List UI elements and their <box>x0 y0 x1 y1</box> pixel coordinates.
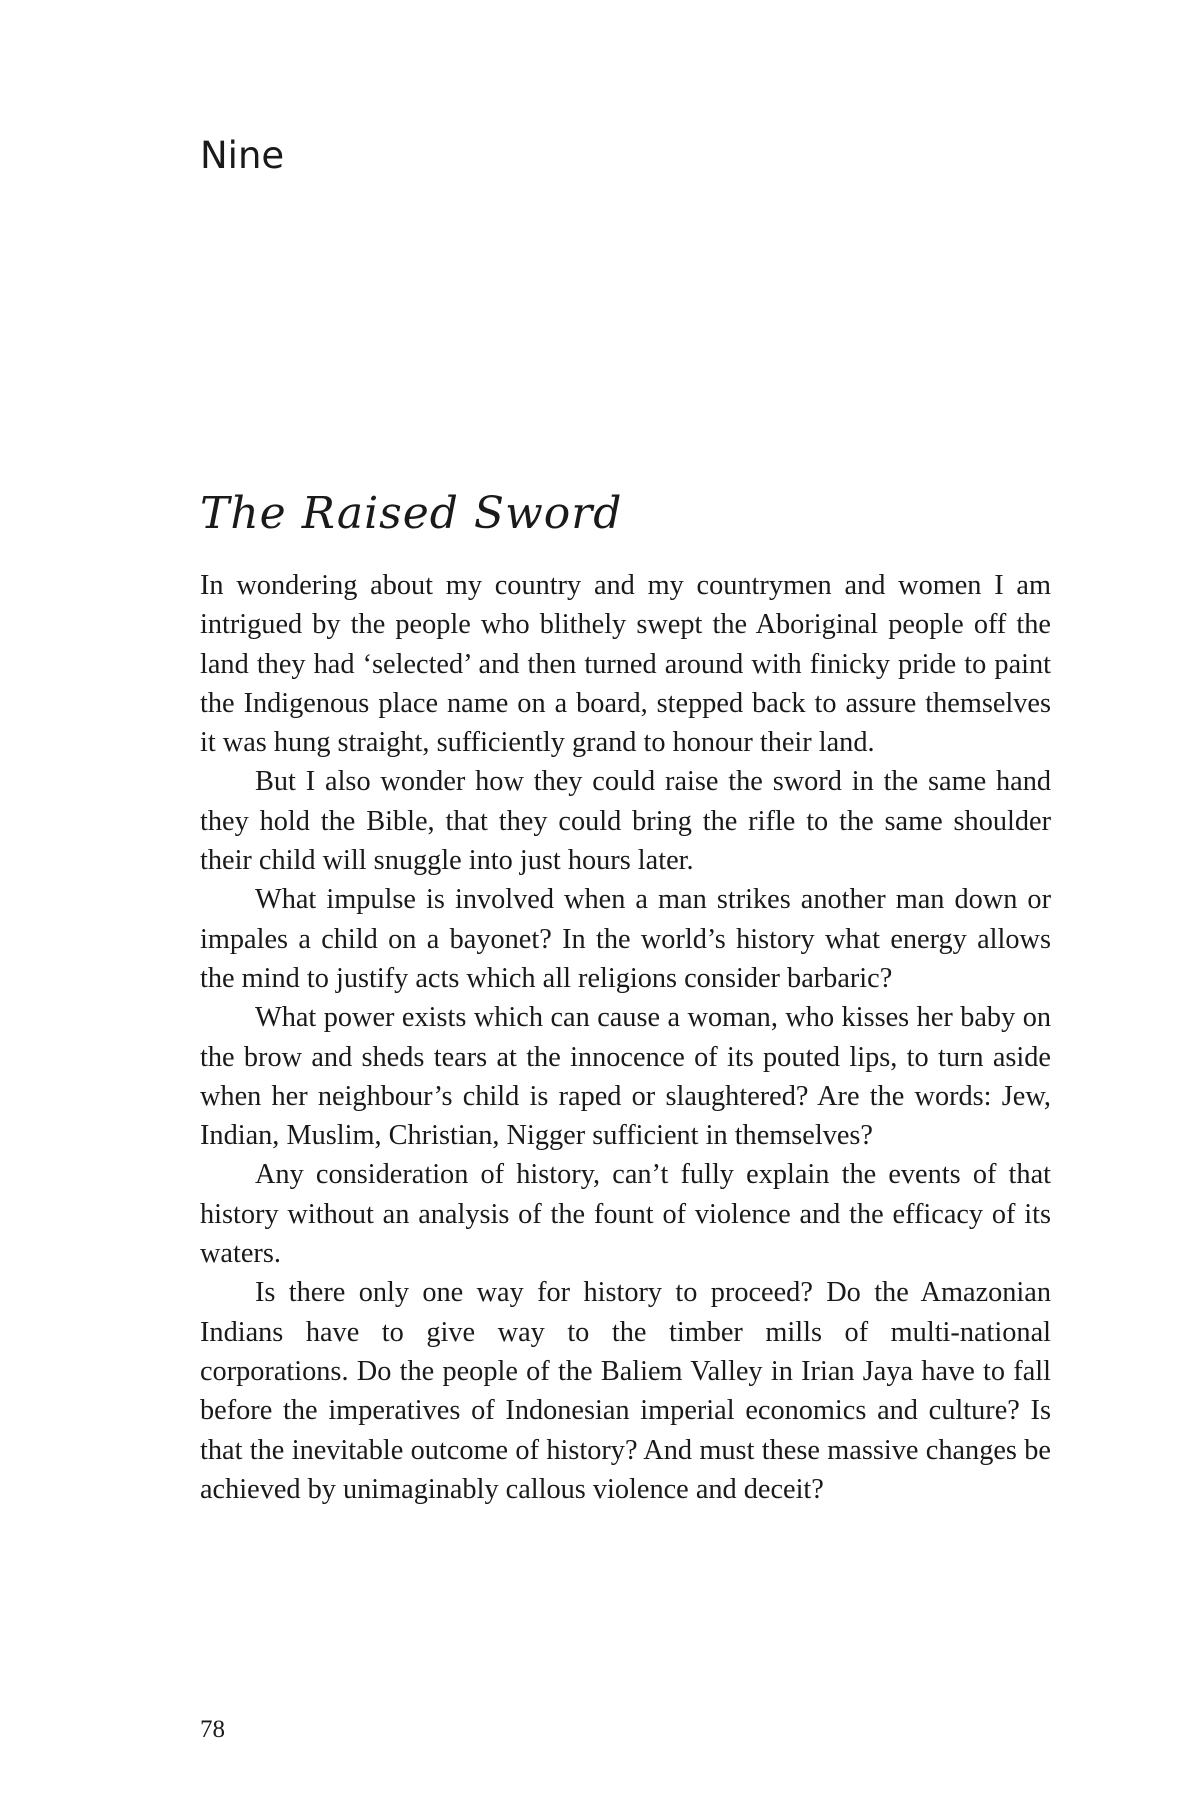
paragraph: In wondering about my country and my countrymen and women I am intrigued by the people who blithely swept the Aboriginal people off the land they had ‘selected’ and then turned around with finicky pride to paint the Indigenous place name on a board, stepped back to assure themselves it was hung straight, sufficiently grand to honour their land. <box>200 570 1051 759</box>
paragraph: What impulse is involved when a man strikes another man down or impales a child on a bayonet? In the world’s history what energy allows the mind to justify acts which all religions consider barbaric? <box>200 884 1051 994</box>
paragraph: Is there only one way for history to proceed? Do the Amazonian Indians have to give way to the timber mills of multi-national corporations. Do the people of the Baliem Valley in Irian Jaya have to fall before the imperatives of Indonesian imperial economics and culture? Is that the inevitable outcome of history? And must these massive changes be achieved by unimaginably callous violence and deceit? <box>200 1277 1051 1505</box>
page-number: 78 <box>200 1716 225 1743</box>
paragraph: What power exists which can cause a woman, who kisses her baby on the brow and sheds tears at the innocence of its pouted lips, to turn aside when her neighbour’s child is raped or slaughtered? Are the words: Jew, Indian, Muslim, Christian, Nigger sufficient in themselves? <box>200 1002 1051 1152</box>
paragraph: Any consideration of history, can’t fully explain the events of that history without an analysis of the fount of violence and the efficacy of its waters. <box>200 1159 1051 1270</box>
paragraph: But I also wonder how they could raise the sword in the same hand they hold the Bible, that they could bring the rifle to the same shoulder their child will snuggle into just hours later. <box>200 766 1051 877</box>
chapter-title: The Raised Sword <box>200 488 623 539</box>
chapter-body <box>200 566 1051 1509</box>
chapter-number: Nine <box>200 134 285 177</box>
